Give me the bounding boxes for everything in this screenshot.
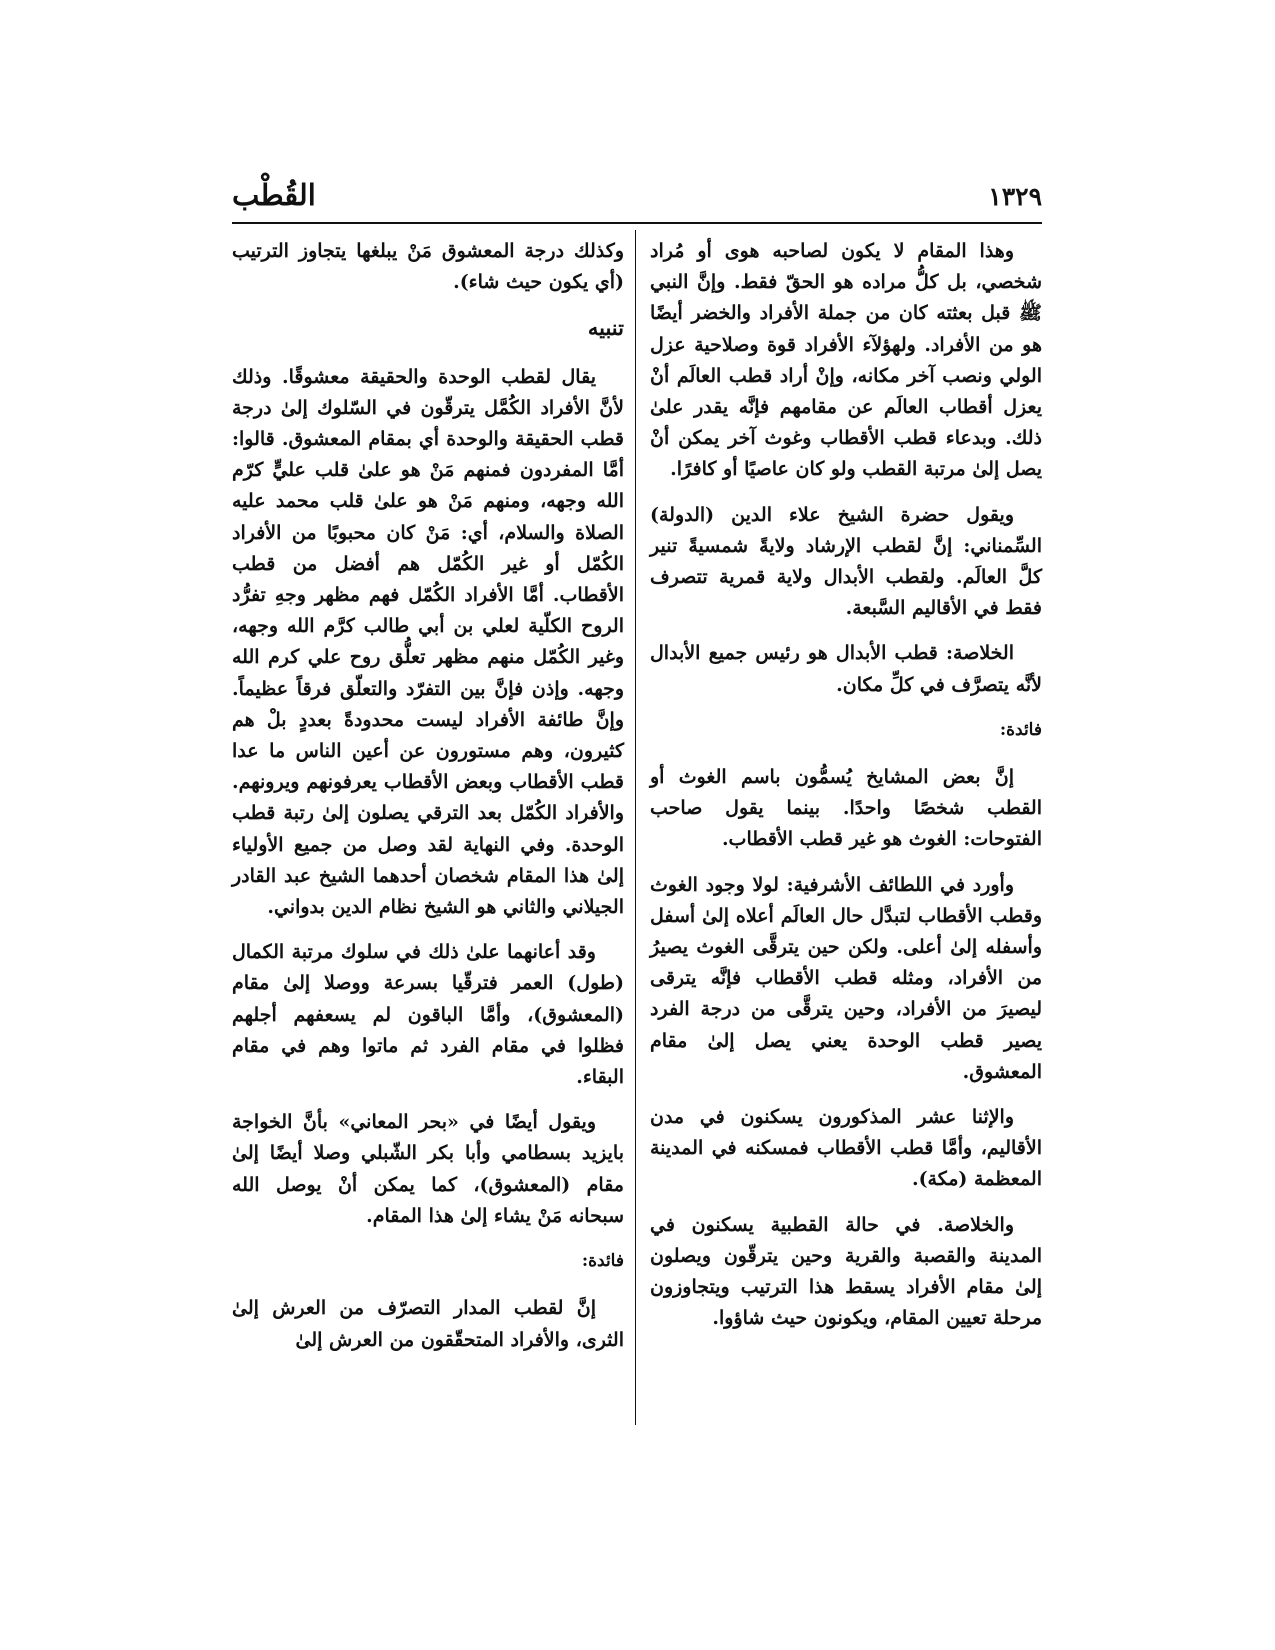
paragraph: والخلاصة. في حالة القطبية يسكنون في المدينة والقصبة والقرية وحين يترقّون ويصلون إلىٰ مقام الأفراد يسقط هذا الترتيب ويتجاوزون مرحلة تعيين المقام، ويكونون حيث شاؤوا. [650,1213,1042,1330]
paragraph: الخلاصة: قطب الأبدال هو رئيس جميع الأبدال لأنَّه يتصرَّف في كلِّ مكان. [650,642,1042,696]
page-header [232,178,1042,222]
left-column [232,236,624,1370]
header-rule [232,222,1042,224]
paragraph: وقد أعانهما علىٰ ذلك في سلوك مرتبة الكمال (طول) العمر فترقّيا بسرعة ووصلا إلىٰ مقام (المعشوق)، وأمَّا الباقون لم يسعفهم أجلهم فظلوا في مقام الفرد ثم ماتوا وهم في مقام البقاء. [232,941,624,1089]
note-heading: فائدة: [999,719,1042,740]
running-title: القُطْب [232,178,316,212]
paragraph: وهذا المقام لا يكون لصاحبه هوى أو مُراد شخصي، بل كلُّ مراده هو الحقّ فقط. وإنَّ النبي ﷺ قبل بعثته كان من جملة الأفراد والخضر أيضًا هو من الأفراد. ولهؤلآء الأفراد قوة وصلاحية عزل الولي ونصب آخر مكانه، وإنْ أراد قطب العالَم أنْ يعزل أقطاب العالَم عن مقامهم فإنَّه يقدر علىٰ ذلك. وبدعاء قطب الأقطاب وغوث آخر يمكن أنْ يصل إلىٰ مرتبة القطب ولو كان عاصيًا أو كافرًا. [650,240,1042,481]
paragraph: والإثنا عشر المذكورون يسكنون في مدن الأقاليم، وأمَّا قطب الأقطاب فمسكنه في المدينة المعظمة (مكة). [650,1106,1042,1191]
section-heading: تنبيه [587,315,624,341]
right-column [650,236,1042,1349]
paragraph: وكذلك درجة المعشوق مَنْ يبلغها يتجاوز الترتيب (أي يكون حيث شاء). [232,240,624,294]
column-divider [635,230,636,1425]
paragraph: وأورد في اللطائف الأشرفية: لولا وجود الغوث وقطب الأقطاب لتبدَّل حال العالَم أعلاه إلىٰ أسفل وأسفله إلىٰ أعلى. ولكن حين يترقَّى الغوث يصيرُ من الأفراد، ومثله قطب الأقطاب فإنَّه يترقى ليصيرَ من الأفراد، وحين يترقَّى من درجة الفرد يصير قطب الوحدة يعني يصل إلىٰ مقام المعشوق. [650,873,1042,1083]
paragraph: إنَّ لقطب المدار التصرّف من العرش إلىٰ الثرى، والأفراد المتحقّقون من العرش إلىٰ [232,1297,624,1351]
paragraph: إنَّ بعض المشايخ يُسمُّون باسم الغوث أو القطب شخصًا واحدًا. بينما يقول صاحب الفتوحات: الغوث هو غير قطب الأقطاب. [650,766,1042,851]
paragraph: ويقول حضرة الشيخ علاء الدين (الدولة) السِّمناني: إنَّ لقطب الإرشاد ولايةً شمسيةً تنير كلَّ العالَم. ولقطب الأبدال ولاية قمرية تتصرف فقط في الأقاليم السَّبعة. [650,503,1042,620]
paragraph: ويقول أيضًا في «بحر المعاني» بأنَّ الخواجة بايزيد بسطامي وأبا بكر الشّبلي وصلا أيضًا إلىٰ مقام (المعشوق)، كما يمكن أنْ يوصل الله سبحانه مَنْ يشاء إلىٰ هذا المقام. [232,1111,624,1227]
note-heading: فائدة: [581,1251,624,1272]
page-number: ١٣٢٩ [988,182,1042,211]
paragraph: يقال لقطب الوحدة والحقيقة معشوقًا. وذلك لأنَّ الأفراد الكُمَّل يترقّون في السّلوك إلىٰ درجة قطب الحقيقة والوحدة أي بمقام المعشوق. قالوا: أمَّا المفردون فمنهم مَنْ هو علىٰ قلب عليٍّ كرّم الله وجهه، ومنهم مَنْ هو علىٰ قلب محمد عليه الصلاة والسلام، أي: مَنْ كان محبوبًا من الأفراد الكُمّل أو غير الكُمّل هم أفضل من قطب الأقطاب. أمَّا الأفراد الكُمّل فهم مظهر وجهِ تفرُّد الروح الكلّية لعلي بن أبي طالب كرَّم الله وجهه، وغير الكُمّل منهم مظهر تعلُّق روح علي كرم الله وجهه. وإذن فإنَّ بين التفرّد والتعلّق فرقاً عظيماً. وإنَّ طائفة الأفراد ليست محدودةً بعددٍ بلْ هم كثيرون، وهم مستورون عن أعين الناس ما عدا قطب الأقطاب وبعض الأقطاب يعرفونهم ويرونهم. والأفراد الكُمّل بعد الترقي يصلون إلىٰ رتبة قطب الوحدة. وفي النهاية لقد وصل من جميع الأولياء إلىٰ هذا المقام شخصان أحدهما الشيخ عبد القادر الجيلاني والثاني هو الشيخ نظام الدين بدواني. [232,365,624,919]
